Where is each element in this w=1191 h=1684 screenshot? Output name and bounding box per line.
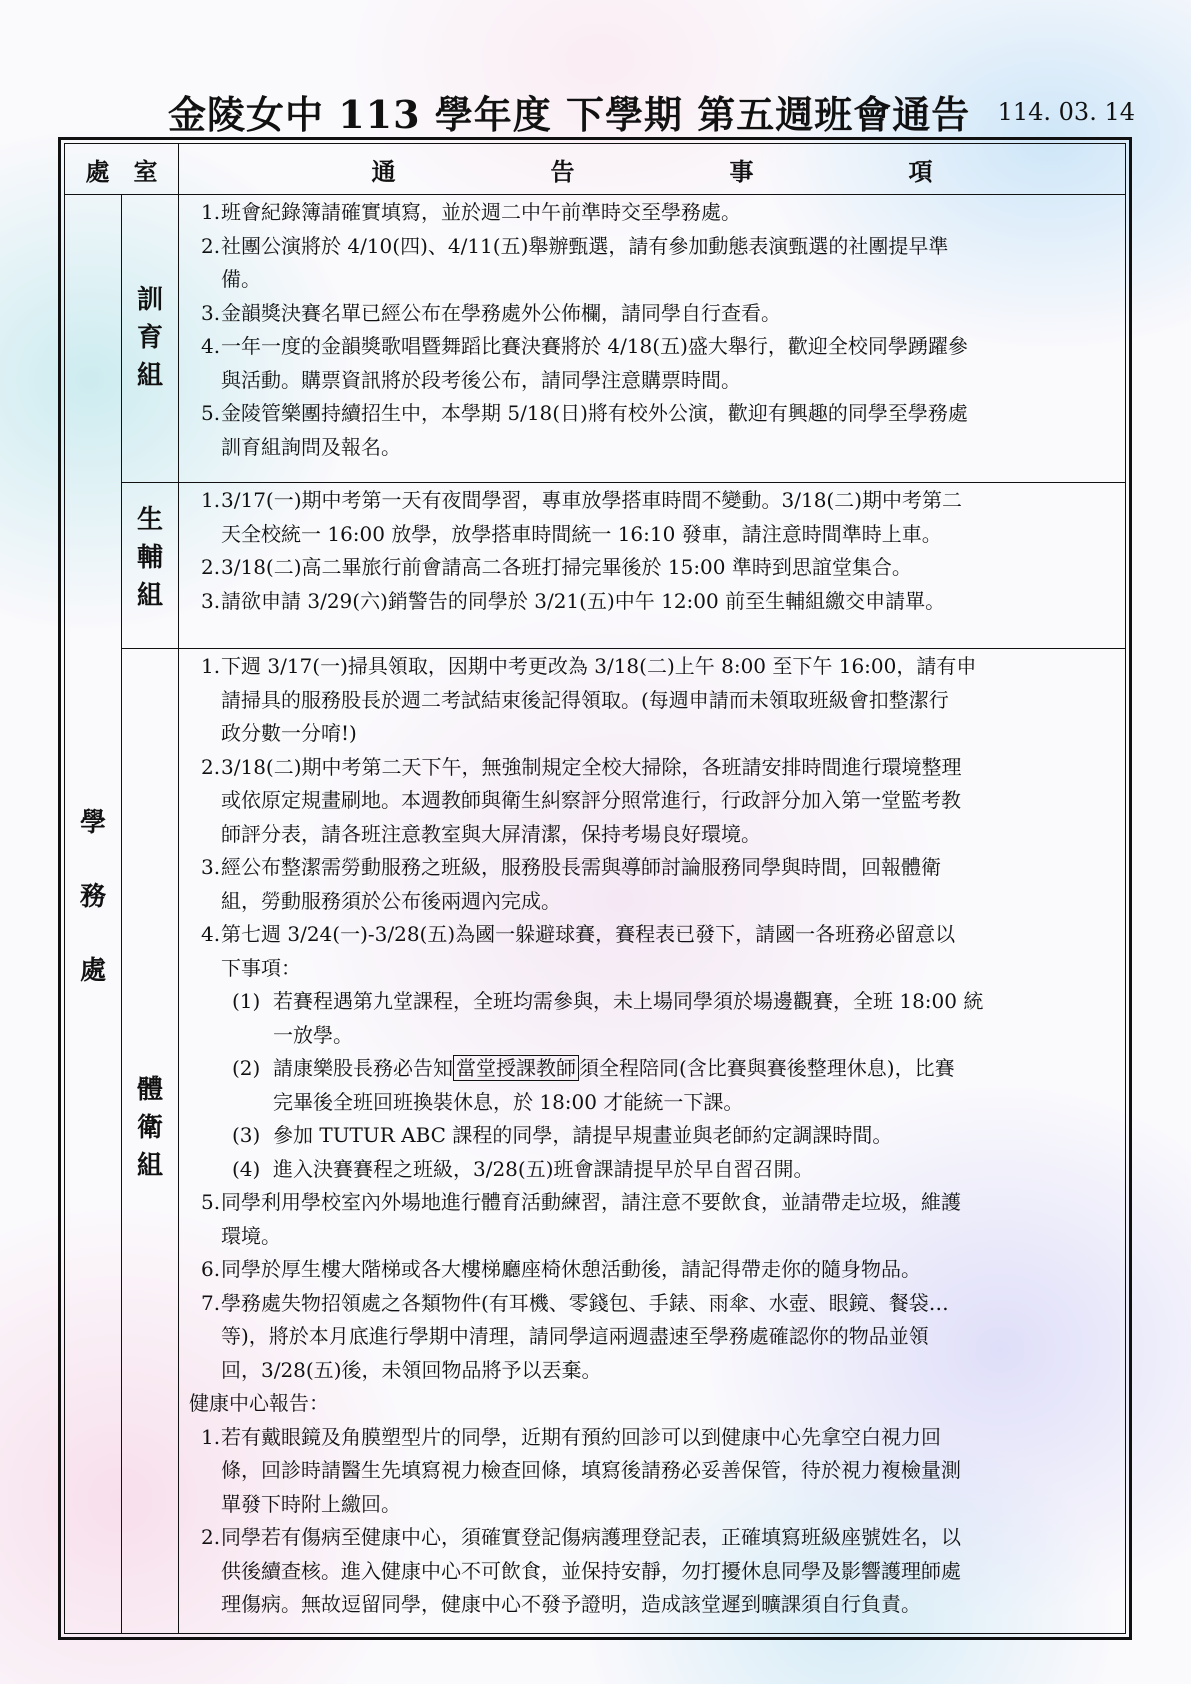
item-text: 或依原定規畫刷地。本週教師與衛生糾察評分照常進行，行政評分加入第一堂監考教 — [221, 788, 961, 812]
section-divider-2 — [121, 648, 1125, 649]
item-number: 3. — [201, 300, 221, 325]
section-content-shengfu — [187, 484, 1117, 618]
item-text: 單發下時附上繳回。 — [221, 1491, 401, 1516]
item-number: 1. — [201, 654, 221, 678]
notice-item — [187, 1354, 1117, 1388]
section-label-shengfu — [122, 507, 178, 609]
item-text: 金陵管樂團持續招生中，本學期 5/18(日)將有校外公演，歡迎有興趣的同學至學務處 — [221, 401, 968, 425]
notice-date: 114. 03. 14 — [997, 98, 1135, 126]
item-number: 2. — [201, 233, 221, 258]
item-text: 供後續查核。進入健康中心不可飲食，並保持安靜，勿打擾休息同學及影響護理師處 — [221, 1558, 961, 1583]
notice-item — [187, 397, 1117, 431]
section-label-char: 組 — [136, 1151, 163, 1181]
office-column-divider — [178, 144, 179, 1633]
section-label-tiwei — [122, 1077, 178, 1179]
sub-item-text: 若賽程遇第九堂課程，全班均需參與，未上場同學須於場邊觀賽，全班 18:00 統 — [273, 989, 984, 1013]
item-text: 下週 3/17(一)掃具領取，因期中考更改為 3/18(二)上午 8:00 至下午 16:00，請有申 — [221, 654, 977, 678]
sub-item-text: 一放學。 — [273, 1022, 353, 1047]
header-notice-char: 通 — [371, 156, 396, 186]
item-text: 第七週 3/24(一)-3/28(五)為國一躲避球賽，賽程表已發下，請國一各班務必留意以 — [221, 922, 956, 946]
item-number: 2. — [201, 1525, 221, 1549]
notice-table-inner — [64, 143, 1126, 1634]
item-text: 一年一度的金韻獎歌唱暨舞蹈比賽決賽將於 4/18(五)盛大舉行，歡迎全校同學踴躍參 — [221, 334, 968, 358]
notice-item — [187, 364, 1117, 398]
sub-item — [187, 1019, 1117, 1053]
notice-item — [187, 751, 1117, 785]
item-text: 請掃具的服務股長於週二考試結束後記得領取。(每週申請而未領取班級會扣整潔行 — [221, 687, 949, 712]
item-number: 6. — [201, 1257, 221, 1281]
boxed-text: 當堂授課教師 — [453, 1055, 579, 1081]
sub-item — [187, 1086, 1117, 1120]
sub-item — [187, 985, 1117, 1019]
notice-item — [187, 851, 1117, 885]
section-label-char: 訓 — [136, 285, 163, 315]
notice-item — [187, 784, 1117, 818]
notice-item — [187, 230, 1117, 264]
header-notice-char: 項 — [908, 156, 933, 186]
page-title: 金陵女中 113 學年度 下學期 第五週班會通告 — [168, 92, 971, 137]
item-number: 1. — [201, 200, 221, 224]
item-text: 訓育組詢問及報名。 — [221, 434, 401, 459]
office-group-divider — [121, 194, 122, 1633]
item-number: 5. — [201, 1190, 221, 1214]
header-notice-char: 告 — [550, 156, 575, 186]
item-number: 2. — [201, 555, 221, 579]
section-label-char: 組 — [136, 581, 163, 611]
item-text: 3/17(一)期中考第一天有夜間學習，專車放學搭車時間不變動。3/18(二)期中考第二 — [221, 488, 963, 512]
item-text: 組，勞動服務須於公布後兩週內完成。 — [221, 888, 561, 913]
sub-item-number: (1) — [232, 989, 261, 1013]
section-content-xunyu — [187, 196, 1117, 464]
item-text: 學務處失物招領處之各類物件(有耳機、零錢包、手錶、雨傘、水壺、眼鏡、餐袋… — [221, 1290, 949, 1315]
health-item — [187, 1488, 1117, 1522]
item-text: 理傷病。無故逗留同學，健康中心不發予證明，造成該堂遲到曠課須自行負責。 — [221, 1592, 921, 1616]
section-label-xunyu — [122, 287, 178, 389]
sub-item — [187, 1119, 1117, 1153]
office-label-char: 務 — [79, 882, 106, 912]
item-text: 環境。 — [221, 1223, 281, 1248]
office-label-char: 學 — [79, 808, 106, 838]
item-text: 同學若有傷病至健康中心，須確實登記傷病護理登記表，正確填寫班級座號姓名，以 — [221, 1525, 961, 1549]
section-label-char: 育 — [136, 323, 163, 353]
header-notice — [179, 144, 1125, 194]
section-label-char: 輔 — [136, 543, 163, 573]
item-number: 4. — [201, 922, 221, 946]
notice-item — [187, 1220, 1117, 1254]
notice-item — [187, 263, 1117, 297]
item-text: 若有戴眼鏡及角膜塑型片的同學，近期有預約回診可以到健康中心先拿空白視力回 — [221, 1424, 941, 1449]
item-text: 回，3/28(五)後，未領回物品將予以丟棄。 — [221, 1357, 602, 1382]
header-notice-char: 事 — [729, 156, 754, 186]
item-text: 下事項： — [221, 955, 301, 980]
sub-item-text: 請康樂股長務必告知 — [273, 1056, 453, 1080]
item-text: 與活動。購票資訊將於段考後公布，請同學注意購票時間。 — [221, 367, 741, 392]
item-text: 等)，將於本月底進行學期中清理，請同學這兩週盡速至學務處確認你的物品並領 — [221, 1324, 929, 1348]
item-number: 4. — [201, 334, 221, 358]
notice-item — [187, 952, 1117, 986]
health-item — [187, 1521, 1117, 1555]
notice-item — [187, 1253, 1117, 1287]
item-text: 同學利用學校室內外場地進行體育活動練習，請注意不要飲食，並請帶走垃圾，維護 — [221, 1190, 961, 1214]
item-text: 同學於厚生樓大階梯或各大樓梯廳座椅休憩活動後，請記得帶走你的隨身物品。 — [221, 1257, 921, 1281]
sub-item-text: 完畢後全班回班換裝休息，於 18:00 才能統一下課。 — [273, 1089, 744, 1114]
item-text: 社團公演將於 4/10(四)、4/11(五)舉辦甄選，請有參加動態表演甄選的社團提早準 — [221, 233, 949, 258]
health-item — [187, 1421, 1117, 1455]
notice-item — [187, 484, 1117, 518]
health-item — [187, 1454, 1117, 1488]
notice-item — [187, 196, 1117, 230]
item-text: 師評分表，請各班注意教室與大屏清潔，保持考場良好環境。 — [221, 821, 761, 846]
section-label-char: 生 — [136, 505, 163, 535]
item-number: 1. — [201, 1424, 221, 1449]
item-text: 3/18(二)期中考第二天下午，無強制規定全校大掃除，各班請安排時間進行環境整理 — [221, 754, 962, 779]
item-number: 3. — [201, 855, 221, 879]
health-item — [187, 1555, 1117, 1589]
item-text: 條，回診時請醫生先填寫視力檢查回條，填寫後請務必妥善保管，待於視力複檢量測 — [221, 1458, 961, 1482]
sub-item-text: 須全程陪同(含比賽與賽後整理休息)，比賽 — [579, 1056, 955, 1080]
office-label — [65, 810, 121, 984]
notice-item — [187, 918, 1117, 952]
notice-item — [187, 684, 1117, 718]
notice-item — [187, 717, 1117, 751]
notice-item — [187, 585, 1117, 619]
header — [0, 84, 1191, 140]
health-center-heading: 健康中心報告： — [189, 1391, 329, 1415]
notice-item — [187, 885, 1117, 919]
item-number: 2. — [201, 754, 221, 779]
section-label-char: 體 — [136, 1075, 163, 1105]
notice-item — [187, 297, 1117, 331]
sub-item — [187, 1052, 1117, 1086]
item-text: 班會紀錄簿請確實填寫，並於週二中午前準時交至學務處。 — [221, 200, 741, 224]
item-number: 5. — [201, 401, 221, 425]
sub-item-text: 參加 TUTUR ABC 課程的同學，請提早規畫並與老師約定調課時間。 — [273, 1123, 893, 1147]
item-text: 備。 — [221, 267, 261, 291]
item-text: 經公布整潔需勞動服務之班級，服務股長需與導師討論服務同學與時間，回報體衛 — [221, 855, 941, 879]
header-office — [65, 144, 178, 194]
notice-item — [187, 518, 1117, 552]
item-number: 1. — [201, 488, 221, 512]
sub-item-text: 進入決賽賽程之班級，3/28(五)班會課請提早於早自習召開。 — [273, 1156, 814, 1181]
item-text: 金韻獎決賽名單已經公布在學務處外公佈欄，請同學自行查看。 — [221, 300, 781, 325]
section-content-tiwei — [187, 650, 1117, 1622]
section-divider-1 — [121, 482, 1125, 483]
section-label-char: 組 — [136, 361, 163, 391]
health-item — [187, 1588, 1117, 1622]
item-text: 天全校統一 16:00 放學，放學搭車時間統一 16:10 發車，請注意時間準時上車。 — [221, 521, 942, 546]
section-label-char: 衛 — [136, 1113, 163, 1143]
notice-item — [187, 551, 1117, 585]
office-label-char: 處 — [79, 956, 106, 986]
notice-item — [187, 1186, 1117, 1220]
notice-item — [187, 818, 1117, 852]
header-office-label: 處 室 — [85, 156, 158, 186]
header-row-divider — [65, 194, 1125, 195]
sub-item-number: (3) — [232, 1123, 261, 1147]
item-text: 3/18(二)高二畢旅行前會請高二各班打掃完畢後於 15:00 準時到思誼堂集合。 — [221, 555, 912, 579]
item-number: 7. — [201, 1290, 221, 1315]
notice-item — [187, 650, 1117, 684]
sub-item-number: (2) — [232, 1056, 261, 1080]
notice-item — [187, 1287, 1117, 1321]
sub-item-number: (4) — [232, 1156, 261, 1181]
notice-item — [187, 1320, 1117, 1354]
notice-table — [58, 137, 1132, 1640]
notice-item — [187, 431, 1117, 465]
item-number: 3. — [201, 588, 221, 613]
item-text: 政分數一分唷!) — [221, 721, 357, 745]
item-text: 請欲申請 3/29(六)銷警告的同學於 3/21(五)中午 12:00 前至生輔組繳交申請單。 — [221, 588, 946, 613]
notice-item — [187, 330, 1117, 364]
sub-item — [187, 1153, 1117, 1187]
